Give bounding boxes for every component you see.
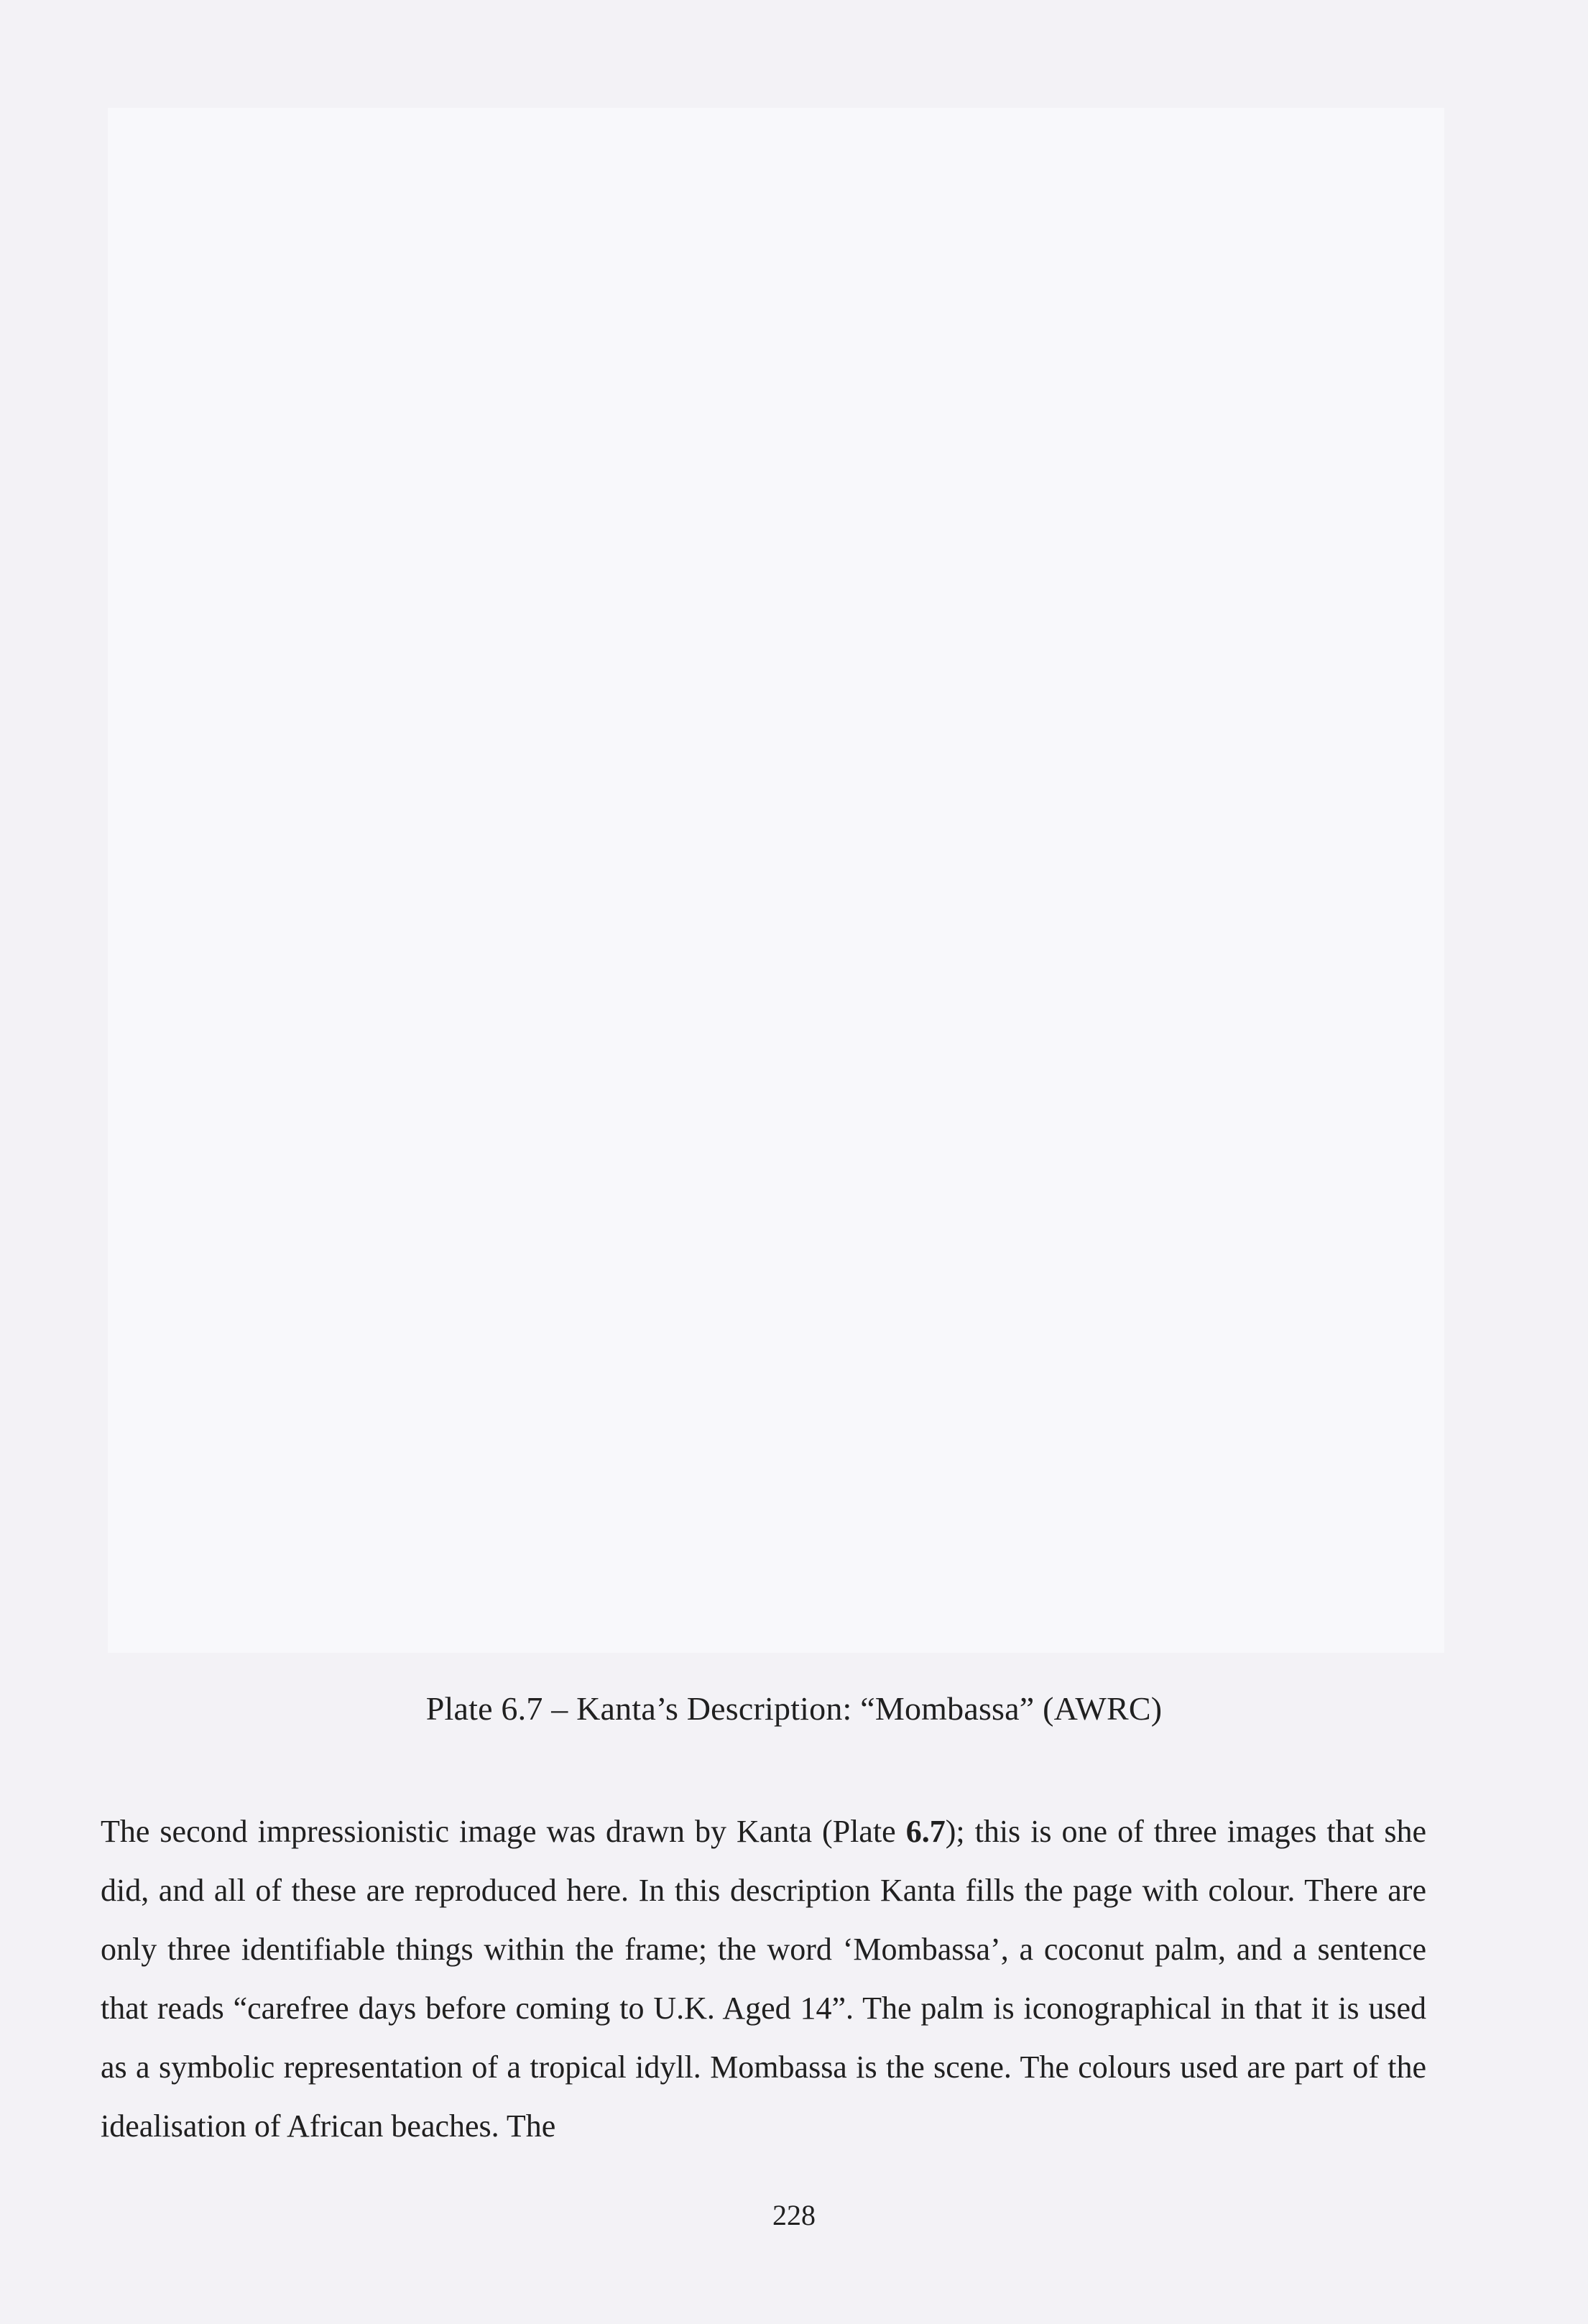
plate-caption: Plate 6.7 – Kanta’s Description: “Mombassa” (AWRC)	[425, 1690, 1163, 1727]
paragraph-text-start: The second impressionistic image was drawn by Kanta (Plate	[101, 1814, 906, 1849]
page-number: 228	[772, 2199, 816, 2231]
paragraph-text-rest: ); this is one of three images that she did, and all of these are reproduced here. In this description Kanta fills the page with colour. There are only three identifiable things within the frame; the word ‘Mombassa’, a coconut palm, and a sentence that reads “carefree days before coming to U.K. Aged 14”. The palm is iconographical in that it is used as a symbolic representation of a tropical idyll. Mombassa is the scene. The colours used are part of the idealisation of African beaches. The	[101, 1814, 1426, 2144]
plate-reference: 6.7	[905, 1814, 946, 1849]
body-paragraph	[101, 1802, 1426, 2156]
plate-image-area	[108, 108, 1444, 1653]
